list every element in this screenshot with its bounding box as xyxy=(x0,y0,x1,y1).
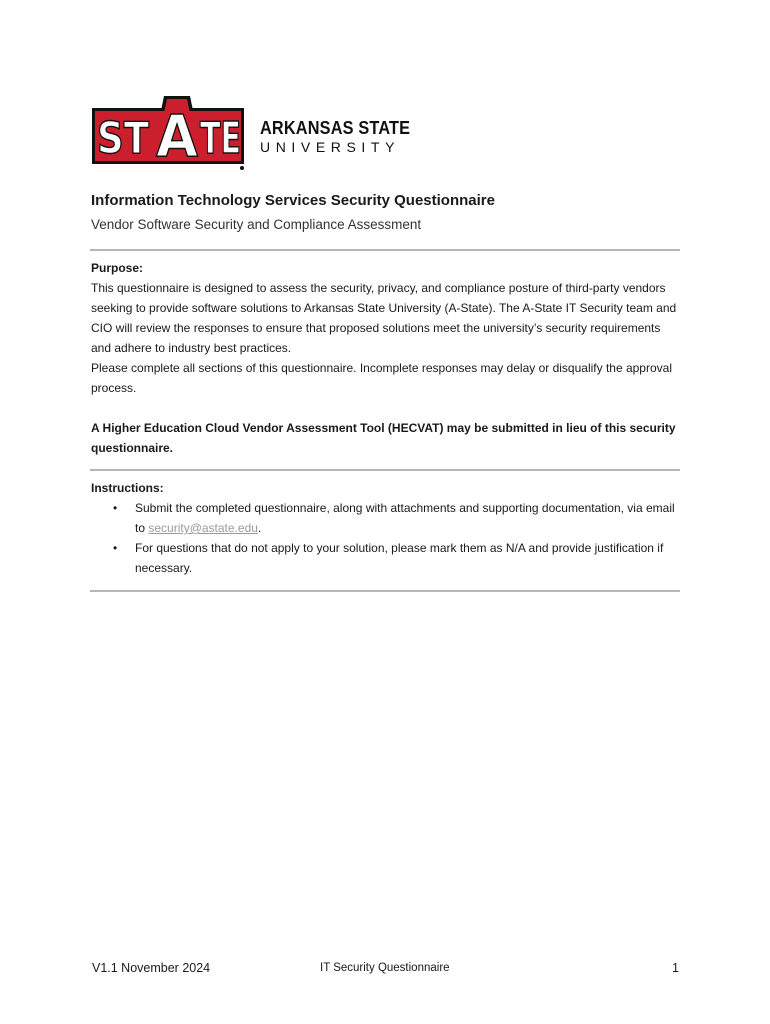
instruction-1-text: Submit the completed questionnaire, along with attachments and supporting documentation, via email to xyxy=(135,501,675,535)
instruction-2-text: For questions that do not apply to your solution, please mark them as N/A and provide justification if necessary. xyxy=(135,541,664,575)
footer-title: IT Security Questionnaire xyxy=(320,962,450,974)
divider-2 xyxy=(90,469,680,471)
list-item xyxy=(91,538,681,578)
footer-page-number: 1 xyxy=(672,961,679,975)
instruction-1-suffix: . xyxy=(257,521,262,535)
wordmark xyxy=(260,118,431,156)
divider-3 xyxy=(90,590,680,592)
document-subtitle: Vendor Software Security and Compliance Assessment xyxy=(91,217,422,232)
list-item xyxy=(91,498,681,538)
divider-1 xyxy=(90,249,680,251)
hecvat-note: A Higher Education Cloud Vendor Assessment Tool (HECVAT) may be submitted in lieu of this security questionnaire. xyxy=(91,421,676,455)
svg-text:ST: ST xyxy=(97,113,149,164)
footer-version: V1.1 November 2024 xyxy=(92,961,211,975)
bullet-icon: • xyxy=(113,541,118,555)
document-title: Information Technology Services Security Questionnaire xyxy=(91,192,495,209)
bullet-icon: • xyxy=(113,501,118,515)
purpose-heading: Purpose: xyxy=(91,261,144,275)
purpose-note: Please complete all sections of this questionnaire. Incomplete responses may delay or disqualify the approval process. xyxy=(91,361,672,395)
svg-text:A: A xyxy=(156,102,199,170)
instructions-list xyxy=(91,498,681,578)
purpose-section xyxy=(91,258,681,398)
state-logo-mark-icon xyxy=(92,96,252,178)
svg-text:TE: TE xyxy=(200,113,241,164)
purpose-body: This questionnaire is designed to assess the security, privacy, and compliance posture of third-party vendors seeking to provide software solutions to Arkansas State University (A-State). The A-State IT Security team and CIO will review the responses to ensure that proposed solutions meet the university’s security requirements and adhere to industry best practices. xyxy=(91,281,677,355)
wordmark-university: UNIVERSITY xyxy=(260,139,401,155)
arkansas-state-logo xyxy=(92,96,412,176)
security-email-link[interactable]: security@astate.edu xyxy=(148,521,258,535)
instructions-heading: Instructions: xyxy=(91,481,164,495)
instructions-section xyxy=(91,478,681,578)
wordmark-arkansas-state: ARKANSAS STATE xyxy=(260,117,411,138)
